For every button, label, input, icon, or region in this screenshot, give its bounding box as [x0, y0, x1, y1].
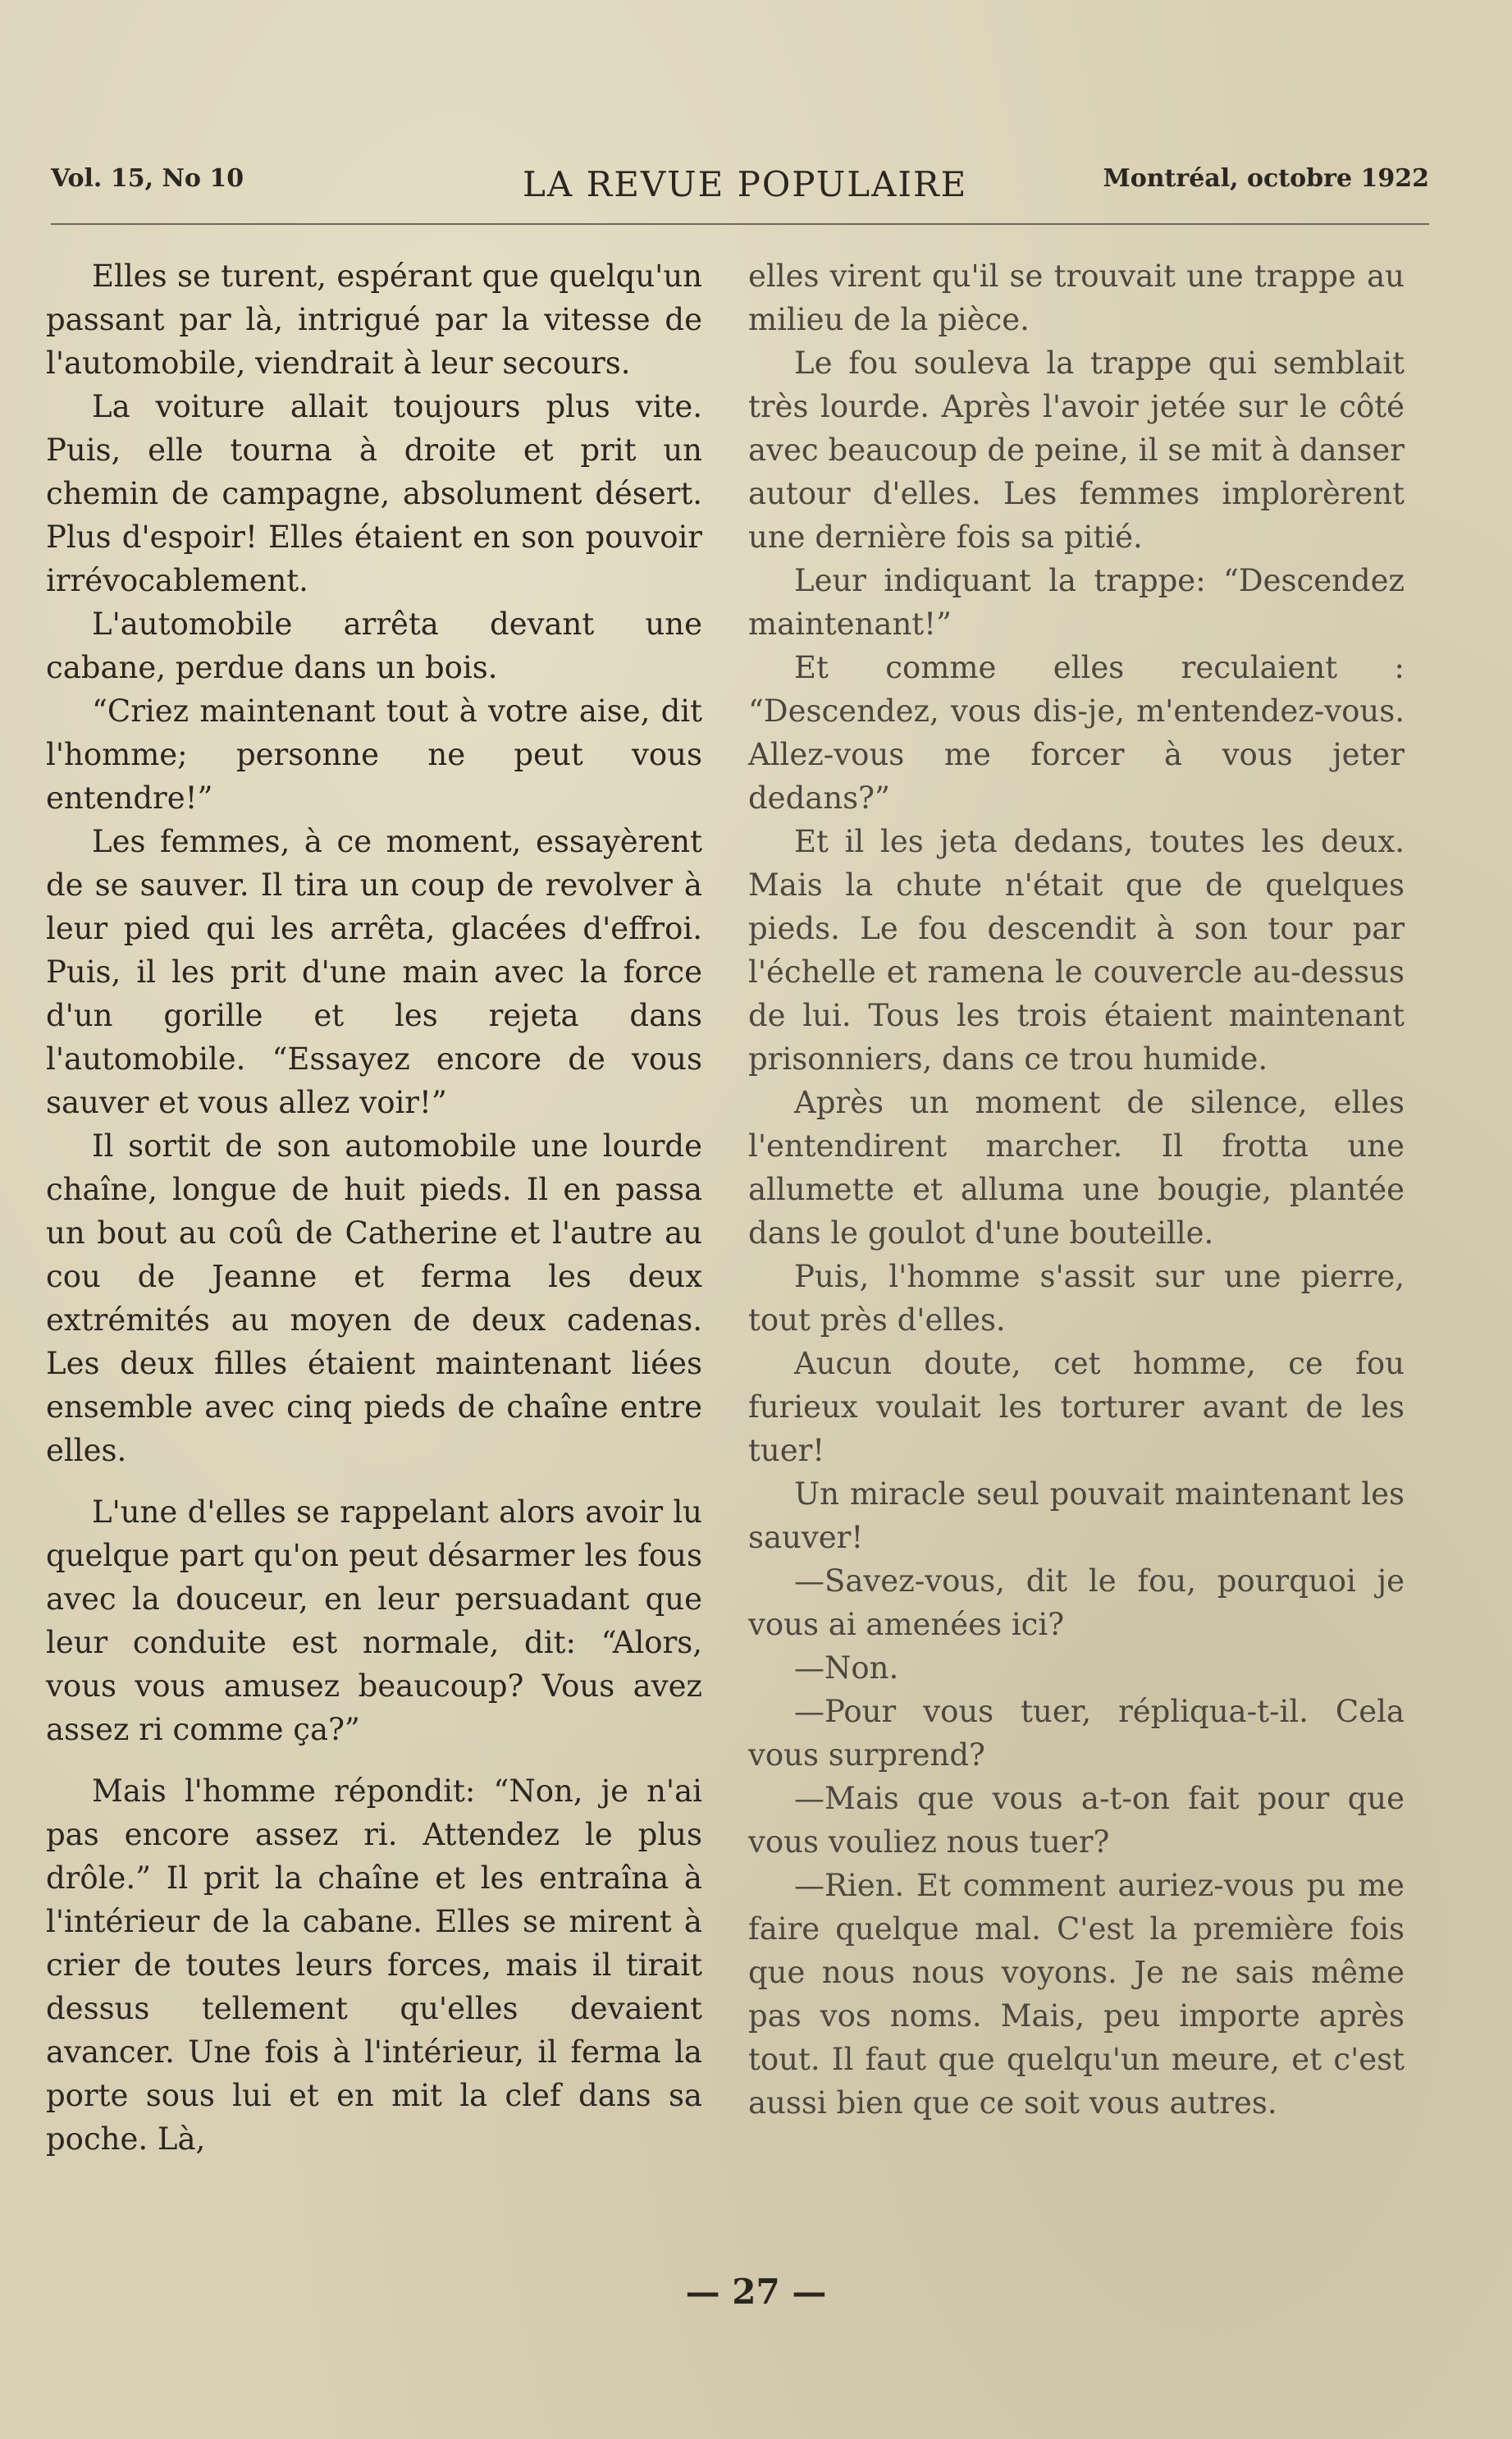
paragraph: “Criez maintenant tout à votre aise, dit l'homme; personne ne peut vous entendre!”: [46, 693, 702, 816]
paragraph: Mais l'homme répondit: “Non, je n'ai pas encore assez ri. Attendez le plus drôle.” Il prit la chaîne et les entraîna à l'intérieur de la cabane. Elles se mirent à crier de toutes leurs forces, mais il tirait dessus tellement qu'elles devaient avancer. Une fois à l'intérieur, il ferma la porte sous lui et en mit la clef dans sa poche. Là,: [46, 1773, 702, 2157]
paragraph: L'automobile arrêta devant une cabane, perdue dans un bois.: [46, 606, 702, 685]
dialogue-line: —Savez-vous, dit le fou, pourquoi je vous ai amenées ici?: [748, 1563, 1405, 1642]
paragraph: L'une d'elles se rappelant alors avoir lu quelque part qu'on peut désarmer les fous avec la douceur, en leur persuadant que leur conduite est normale, dit: “Alors, vous vous amusez beaucoup? Vous avez assez ri comme ça?”: [46, 1494, 702, 1747]
paragraph: Aucun doute, cet homme, ce fou furieux voulait les torturer avant de les tuer!: [748, 1346, 1405, 1468]
publication-title: LA REVUE POPULAIRE: [523, 164, 968, 204]
paragraph: Puis, l'homme s'assit sur une pierre, tout près d'elles.: [748, 1259, 1405, 1338]
paragraph: Après un moment de silence, elles l'entendirent marcher. Il frotta une allumette et alluma une bougie, plantée dans le goulot d'une bouteille.: [748, 1085, 1405, 1251]
page-number: — 27 —: [685, 2272, 827, 2312]
volume-number: Vol. 15, No 10: [51, 164, 244, 193]
dialogue-line: —Pour vous tuer, répliqua-t-il. Cela vous surprend?: [748, 1694, 1405, 1773]
paragraph: Et comme elles reculaient : “Descendez, vous dis-je, m'entendez-vous. Allez-vous me forcer à vous jeter dedans?”: [748, 650, 1405, 816]
paragraph: Elles se turent, espérant que quelqu'un passant par là, intrigué par la vitesse de l'automobile, viendrait à leur secours.: [46, 259, 702, 381]
paragraph: Les femmes, à ce moment, essayèrent de se sauver. Il tira un coup de revolver à leur pied qui les arrêta, glacées d'effroi. Puis, il les prit d'une main avec la force d'un gorille et les rejeta dans l'automobile. “Essayez encore de vous sauver et vous allez voir!”: [46, 824, 702, 1120]
left-column: [46, 254, 702, 2161]
paragraph: Il sortit de son automobile une lourde chaîne, longue de huit pieds. Il en passa un bout au coû de Catherine et l'autre au cou de Jeanne et ferma les deux extrémités au moyen de deux cadenas. Les deux filles étaient maintenant liées ensemble avec cinq pieds de chaîne entre elles.: [46, 1128, 702, 1468]
paragraph: Un miracle seul pouvait maintenant les sauver!: [748, 1476, 1405, 1555]
running-header: [51, 164, 1429, 213]
issue-date: Montréal, octobre 1922: [1103, 164, 1429, 193]
paragraph: elles virent qu'il se trouvait une trappe au milieu de la pièce.: [748, 259, 1405, 337]
right-column: [748, 254, 1405, 2125]
dialogue-line: —Non.: [794, 1650, 899, 1686]
paragraph: Le fou souleva la trappe qui semblait très lourde. Après l'avoir jetée sur le côté avec beaucoup de peine, il se mit à danser autour d'elles. Les femmes implorèrent une dernière fois sa pitié.: [748, 345, 1405, 555]
paragraph: Et il les jeta dedans, toutes les deux. Mais la chute n'était que de quelques pieds. Le fou descendit à son tour par l'échelle et ramena le couvercle au-dessus de lui. Tous les trois étaient maintenant prisonniers, dans ce trou humide.: [748, 824, 1405, 1077]
header-rule: [51, 223, 1429, 225]
dialogue-line: —Rien. Et comment auriez-vous pu me faire quelque mal. C'est la première fois que nous nous voyons. Je ne sais même pas vos noms. Mais, peu importe après tout. Il faut que quelqu'un meure, et c'est aussi bien que ce soit vous autres.: [748, 1868, 1405, 2121]
dialogue-line: —Mais que vous a-t-on fait pour que vous vouliez nous tuer?: [748, 1781, 1405, 1860]
paragraph: Leur indiquant la trappe: “Descendez maintenant!”: [748, 563, 1405, 642]
paragraph: La voiture allait toujours plus vite. Puis, elle tourna à droite et prit un chemin de campagne, absolument désert. Plus d'espoir! Elles étaient en son pouvoir irrévocablement.: [46, 389, 702, 598]
